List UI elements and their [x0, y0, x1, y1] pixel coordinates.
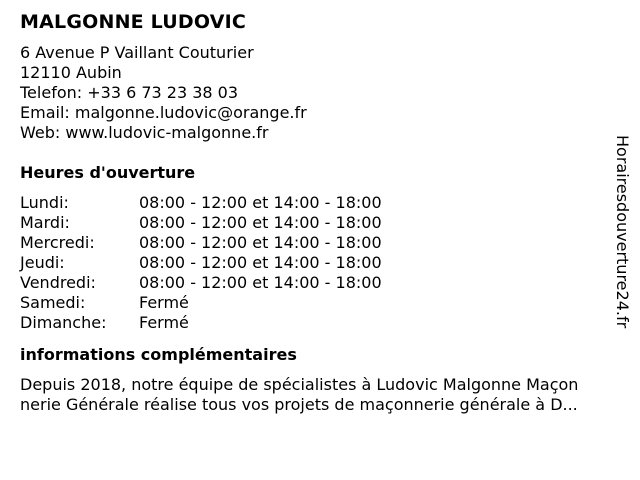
time-value: 08:00 - 12:00 et 14:00 - 18:00 — [139, 193, 382, 212]
info-text-line-2: nerie Générale réalise tous vos projets de maçonnerie générale à D... — [20, 395, 578, 414]
web-line: Web: www.ludovic-malgonne.fr — [20, 123, 269, 142]
hours-row-friday — [20, 273, 610, 293]
info-text-line-1: Depuis 2018, notre équipe de spécialistes à Ludovic Malgonne Maçon — [20, 375, 579, 394]
address-line-2: 12110 Aubin — [20, 63, 122, 82]
day-label: Lundi: — [20, 193, 69, 212]
time-value: Fermé — [139, 293, 189, 312]
info-title: informations complémentaires — [20, 345, 297, 364]
hours-row-wednesday — [20, 233, 610, 253]
time-value: 08:00 - 12:00 et 14:00 - 18:00 — [139, 273, 382, 292]
email-line: Email: malgonne.ludovic@orange.fr — [20, 103, 307, 122]
hours-row-tuesday — [20, 213, 610, 233]
day-label: Dimanche: — [20, 313, 107, 332]
hours-table — [20, 193, 610, 333]
hours-row-sunday — [20, 313, 610, 333]
time-value: 08:00 - 12:00 et 14:00 - 18:00 — [139, 253, 382, 272]
hours-title: Heures d'ouverture — [20, 163, 196, 182]
phone-line: Telefon: +33 6 73 23 38 03 — [20, 83, 239, 102]
brand-watermark: Horairesdouverture24.fr — [613, 135, 632, 329]
time-value: Fermé — [139, 313, 189, 332]
hours-row-thursday — [20, 253, 610, 273]
address-line-1: 6 Avenue P Vaillant Couturier — [20, 43, 254, 62]
day-label: Vendredi: — [20, 273, 96, 292]
time-value: 08:00 - 12:00 et 14:00 - 18:00 — [139, 233, 382, 252]
day-label: Mercredi: — [20, 233, 95, 252]
business-card — [20, 10, 610, 415]
time-value: 08:00 - 12:00 et 14:00 - 18:00 — [139, 213, 382, 232]
hours-row-saturday — [20, 293, 610, 313]
hours-row-monday — [20, 193, 610, 213]
day-label: Jeudi: — [20, 253, 65, 272]
day-label: Mardi: — [20, 213, 70, 232]
day-label: Samedi: — [20, 293, 86, 312]
business-name: MALGONNE LUDOVIC — [20, 11, 247, 33]
